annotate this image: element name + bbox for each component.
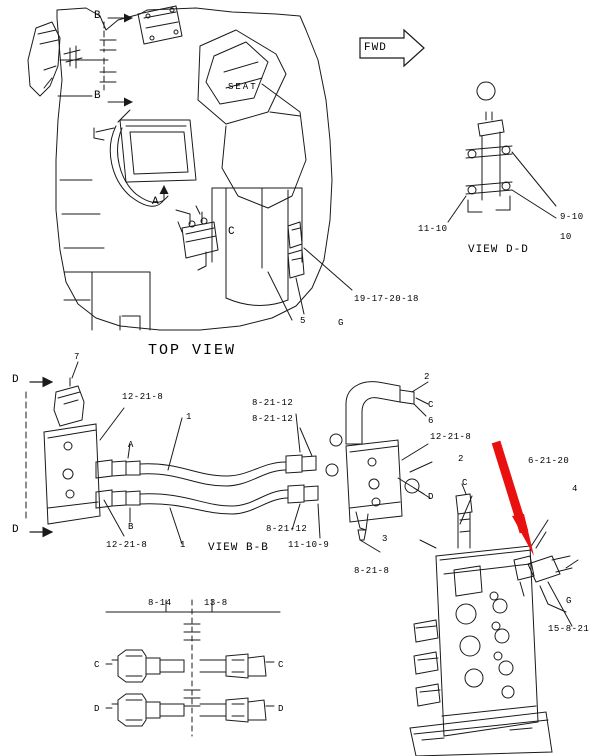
callout-a: A: [128, 440, 134, 450]
callout-6: 6: [428, 416, 434, 426]
seat-label: SEAT: [228, 82, 258, 92]
callout-3: 3: [382, 534, 388, 544]
section-mark-c: C: [228, 226, 236, 238]
callout-8-21-8: 8-21-8: [354, 566, 390, 576]
callout-c-bb: C: [428, 400, 434, 410]
top-view-title: TOP VIEW: [148, 342, 237, 359]
callout-g-top: G: [338, 318, 344, 328]
callout-7: 7: [74, 352, 80, 362]
section-mark-b-top: B: [94, 10, 102, 22]
callout-g-valve: G: [566, 596, 572, 606]
callout-5: 5: [300, 316, 306, 326]
callout-2-lower: 2: [458, 454, 464, 464]
section-mark-a: A: [152, 196, 160, 208]
callout-2-upper: 2: [424, 372, 430, 382]
callout-6-21-20: 6-21-20: [528, 456, 570, 466]
fwd-label: FWD: [364, 42, 387, 54]
callout-c-hose-left: C: [94, 660, 100, 670]
callout-8-21-12-b: 8-21-12: [252, 414, 294, 424]
callout-8-21-12-a: 8-21-12: [252, 398, 294, 408]
callout-8-14: 8-14: [148, 598, 172, 608]
callout-c-hose-right: C: [278, 660, 284, 670]
callout-12-21-8-right: 12-21-8: [430, 432, 472, 442]
section-mark-d-top: D: [12, 374, 20, 386]
callout-d-hose-left: D: [94, 704, 100, 714]
callout-19-17-20-18: 19-17-20-18: [354, 294, 419, 304]
callout-d-hose-right: D: [278, 704, 284, 714]
section-mark-d-bottom: D: [12, 524, 20, 536]
callout-8-21-12-c: 8-21-12: [266, 524, 308, 534]
section-mark-b-bottom: B: [94, 90, 102, 102]
callout-12-21-8-lower: 12-21-8: [106, 540, 148, 550]
callout-1-lower: 1: [180, 540, 186, 550]
callout-11-10-9: 11-10-9: [288, 540, 330, 550]
callout-15-8-21: 15-8-21: [548, 624, 590, 634]
callout-d-bb: D: [428, 492, 434, 502]
view-dd-title: VIEW D-D: [468, 244, 529, 256]
view-bb-title: VIEW B-B: [208, 542, 269, 554]
callout-13-8: 13-8: [204, 598, 228, 608]
callout-10: 10: [560, 232, 572, 242]
callout-9-10: 9-10: [560, 212, 584, 222]
callout-11-10: 11-10: [418, 224, 448, 234]
callout-4: 4: [572, 484, 578, 494]
callout-b: B: [128, 522, 134, 532]
callout-1-upper: 1: [186, 412, 192, 422]
callout-12-21-8-upper: 12-21-8: [122, 392, 164, 402]
callout-c-valve: C: [462, 478, 468, 488]
